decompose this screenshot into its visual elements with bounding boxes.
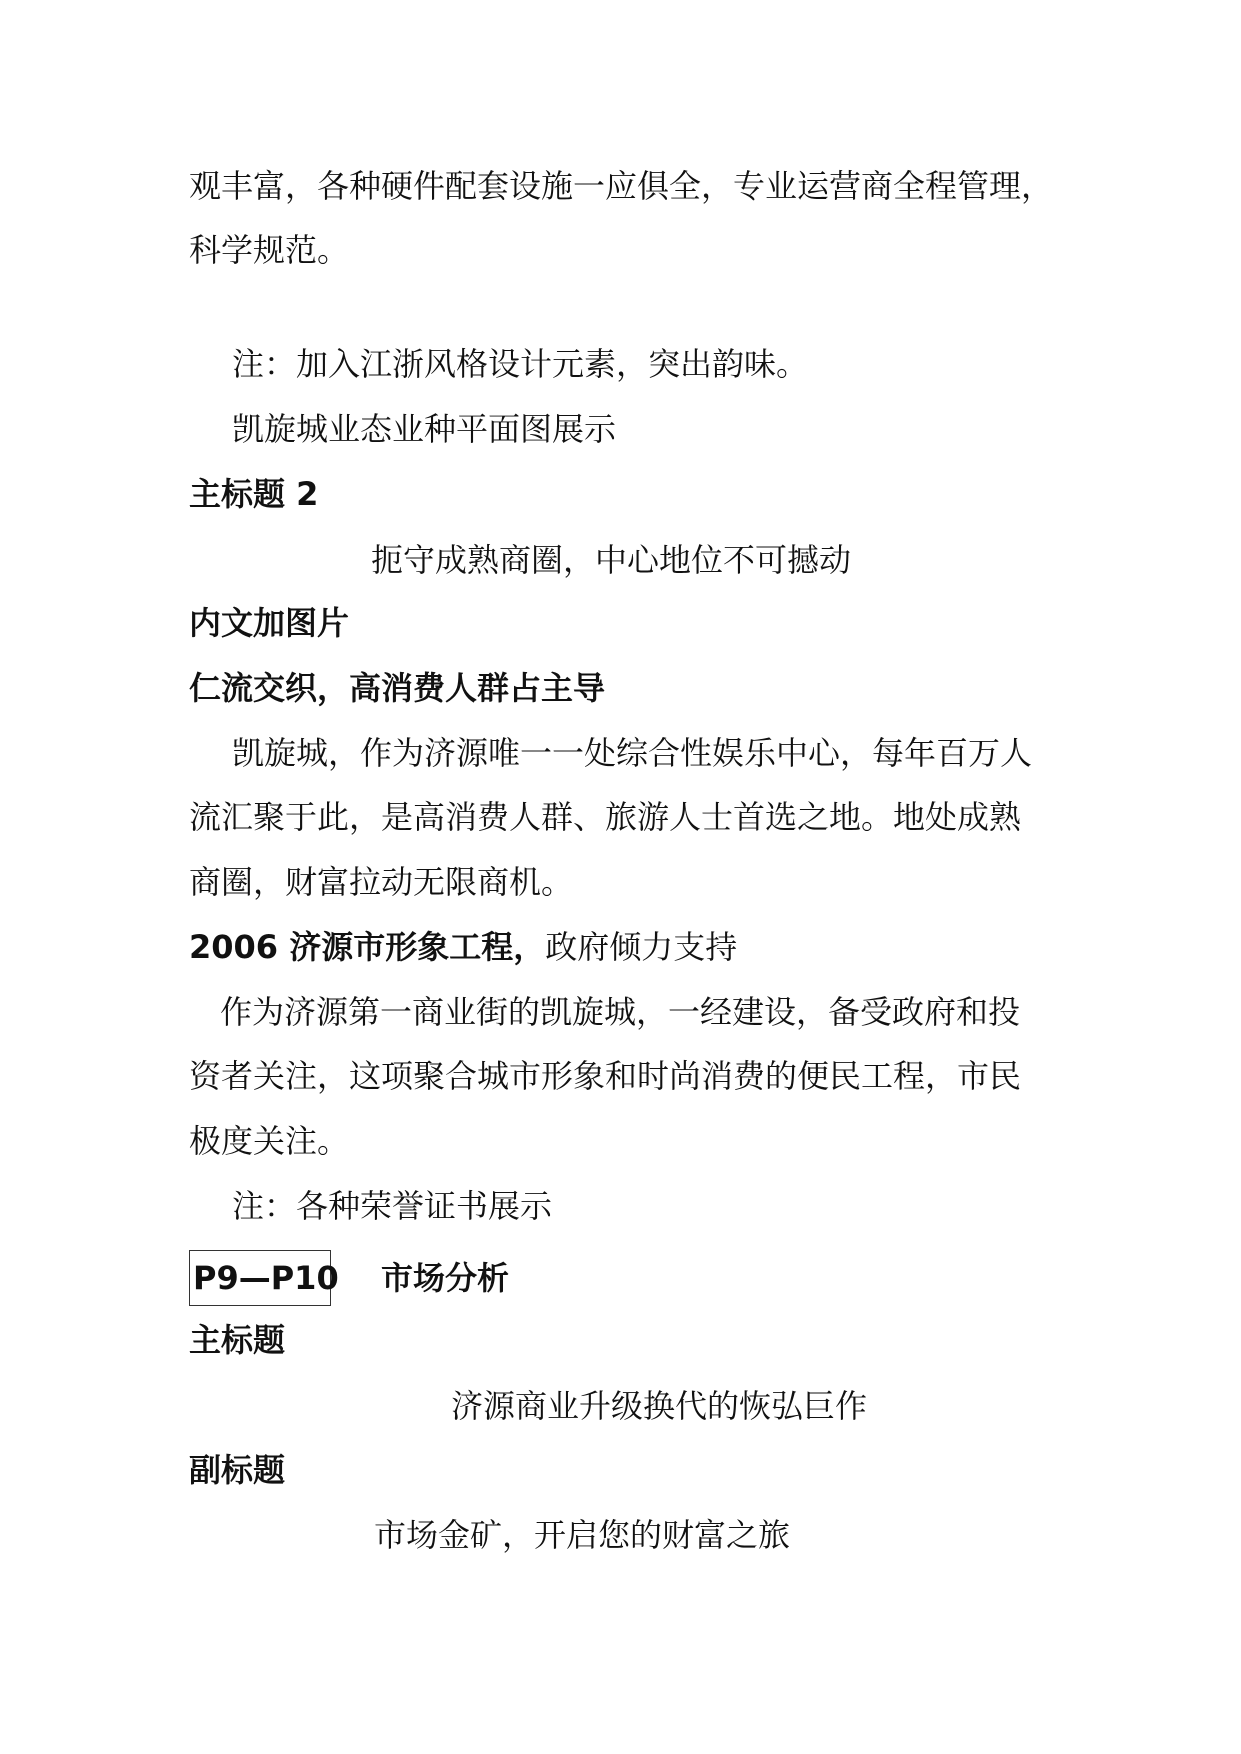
heading-crowd-flow: 仁流交织，高消费人群占主导 — [189, 669, 606, 707]
heading-body-with-image: 内文加图片 — [189, 604, 350, 642]
subtitle-text: 市场金矿，开启您的财富之旅 — [374, 1516, 791, 1554]
paragraph-line-14: 资者关注，这项聚合城市形象和时尚消费的便民工程，市民 — [189, 1057, 1022, 1095]
paragraph-line-9: 凯旋城，作为济源唯一一处综合性娱乐中心，每年百万人 — [232, 734, 1033, 772]
floor-plan-caption: 凯旋城业态业种平面图展示 — [232, 410, 617, 448]
note-jiangzhe-style: 注：加入江浙风格设计元素，突出韵味。 — [232, 345, 809, 383]
paragraph-line-15: 极度关注。 — [189, 1122, 350, 1160]
note-honor-certificates: 注：各种荣誉证书展示 — [232, 1187, 553, 1225]
page-range-box: P9—P10 — [189, 1250, 331, 1306]
paragraph-line-2: 科学规范。 — [189, 231, 350, 269]
image-project-bold: 2006 济源市形象工程， — [189, 928, 546, 966]
main-title-text: 济源商业升级换代的恢弘巨作 — [451, 1387, 868, 1425]
section-title-market-analysis: 市场分析 — [381, 1259, 510, 1297]
paragraph-line-10: 流汇聚于此，是高消费人群、旅游人士首选之地。地处成熟 — [189, 798, 1022, 836]
paragraph-line-11: 商圈，财富拉动无限商机。 — [189, 863, 574, 901]
image-project-support: 政府倾力支持 — [545, 928, 738, 966]
heading-main-title: 主标题 — [189, 1321, 286, 1359]
heading-subtitle: 副标题 — [189, 1451, 286, 1489]
paragraph-line-1: 观丰富，各种硬件配套设施一应俱全，专业运营商全程管理， — [189, 167, 1054, 205]
heading-main-title-2: 主标题 2 — [189, 475, 319, 513]
paragraph-line-13: 作为济源第一商业街的凯旋城，一经建设，备受政府和投 — [220, 993, 1021, 1031]
heading-image-project — [189, 927, 737, 967]
main-title-2-text: 扼守成熟商圈，中心地位不可撼动 — [371, 541, 852, 579]
